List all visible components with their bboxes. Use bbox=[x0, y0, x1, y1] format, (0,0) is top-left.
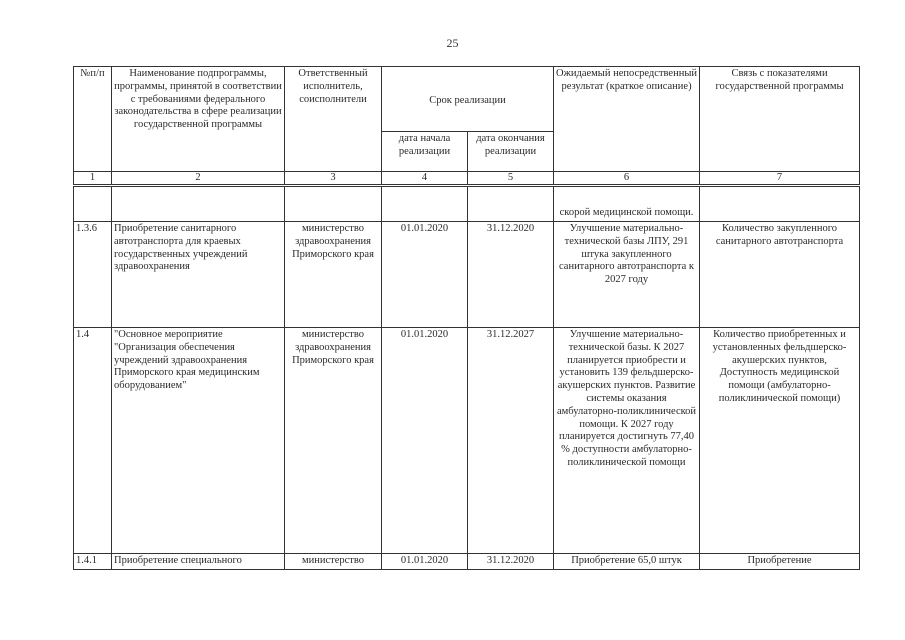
column-number: 1 bbox=[74, 172, 112, 186]
row-start-date: 01.01.2020 bbox=[382, 222, 468, 328]
header-link: Связь с показателями государственной программы bbox=[700, 67, 860, 172]
column-number: 3 bbox=[285, 172, 382, 186]
page-number: 25 bbox=[446, 36, 459, 50]
header-start-date: дата начала реализации bbox=[382, 132, 468, 172]
row-result: Улучшение материально-технической базы. К 2027 планируется приобрести и установить 139 фельдшерско-акушерских пунктов. Развитие системы оказания амбулаторно-поликлинической помощи. К 2027 году планируется достигнуть 77,40 % доступности амбулаторно-поликлинической помощи bbox=[554, 328, 700, 554]
column-number: 4 bbox=[382, 172, 468, 186]
row-start-date bbox=[382, 186, 468, 222]
row-result: Приобретение 65,0 штук bbox=[554, 554, 700, 570]
header-period: Срок реализации bbox=[382, 67, 554, 132]
table-row bbox=[74, 328, 860, 554]
column-number: 2 bbox=[112, 172, 285, 186]
row-num: 1.4 bbox=[74, 328, 112, 554]
row-end-date bbox=[468, 186, 554, 222]
row-name bbox=[112, 186, 285, 222]
row-link: Приобретение bbox=[700, 554, 860, 570]
row-start-date: 01.01.2020 bbox=[382, 554, 468, 570]
row-result: скорой медицинской помощи. bbox=[554, 186, 700, 222]
row-link bbox=[700, 186, 860, 222]
row-executor: министерство bbox=[285, 554, 382, 570]
table-row bbox=[74, 222, 860, 328]
row-start-date: 01.01.2020 bbox=[382, 328, 468, 554]
header-end-date: дата окончания реализации bbox=[468, 132, 554, 172]
row-end-date: 31.12.2020 bbox=[468, 222, 554, 328]
row-end-date: 31.12.2020 bbox=[468, 554, 554, 570]
row-executor: министерство здравоохранения Приморского края bbox=[285, 222, 382, 328]
row-num bbox=[74, 186, 112, 222]
column-number: 7 bbox=[700, 172, 860, 186]
row-name: "Основное мероприятие "Организация обеспечения учреждений здравоохранения Приморского края медицинским оборудованием" bbox=[112, 328, 285, 554]
header-name: Наименование подпрограммы, программы, принятой в соответствии с требованиями федерального законодательства в сфере реализации государственной программы bbox=[112, 67, 285, 172]
row-result: Улучшение материально-технической базы ЛПУ, 291 штука закупленного санитарного автотранспорта к 2027 году bbox=[554, 222, 700, 328]
row-executor: министерство здравоохранения Приморского края bbox=[285, 328, 382, 554]
header-num: №п/п bbox=[74, 67, 112, 172]
header-executor: Ответственный исполнитель, соисполнители bbox=[285, 67, 382, 172]
table-row bbox=[74, 186, 860, 222]
table-row bbox=[74, 554, 860, 570]
row-num: 1.3.6 bbox=[74, 222, 112, 328]
row-name: Приобретение санитарного автотранспорта для краевых государственных учреждений здравоохранения bbox=[112, 222, 285, 328]
header-result: Ожидаемый непосредственный результат (краткое описание) bbox=[554, 67, 700, 172]
column-number: 6 bbox=[554, 172, 700, 186]
row-executor bbox=[285, 186, 382, 222]
row-name: Приобретение специального bbox=[112, 554, 285, 570]
row-num: 1.4.1 bbox=[74, 554, 112, 570]
row-link: Количество закупленного санитарного автотранспорта bbox=[700, 222, 860, 328]
column-number-row bbox=[74, 172, 860, 186]
program-table bbox=[73, 66, 860, 570]
row-link: Количество приобретенных и установленных фельдшерско-акушерских пунктов, Доступность медицинской помощи (амбулаторно-поликлинической помощи) bbox=[700, 328, 860, 554]
column-number: 5 bbox=[468, 172, 554, 186]
row-end-date: 31.12.2027 bbox=[468, 328, 554, 554]
